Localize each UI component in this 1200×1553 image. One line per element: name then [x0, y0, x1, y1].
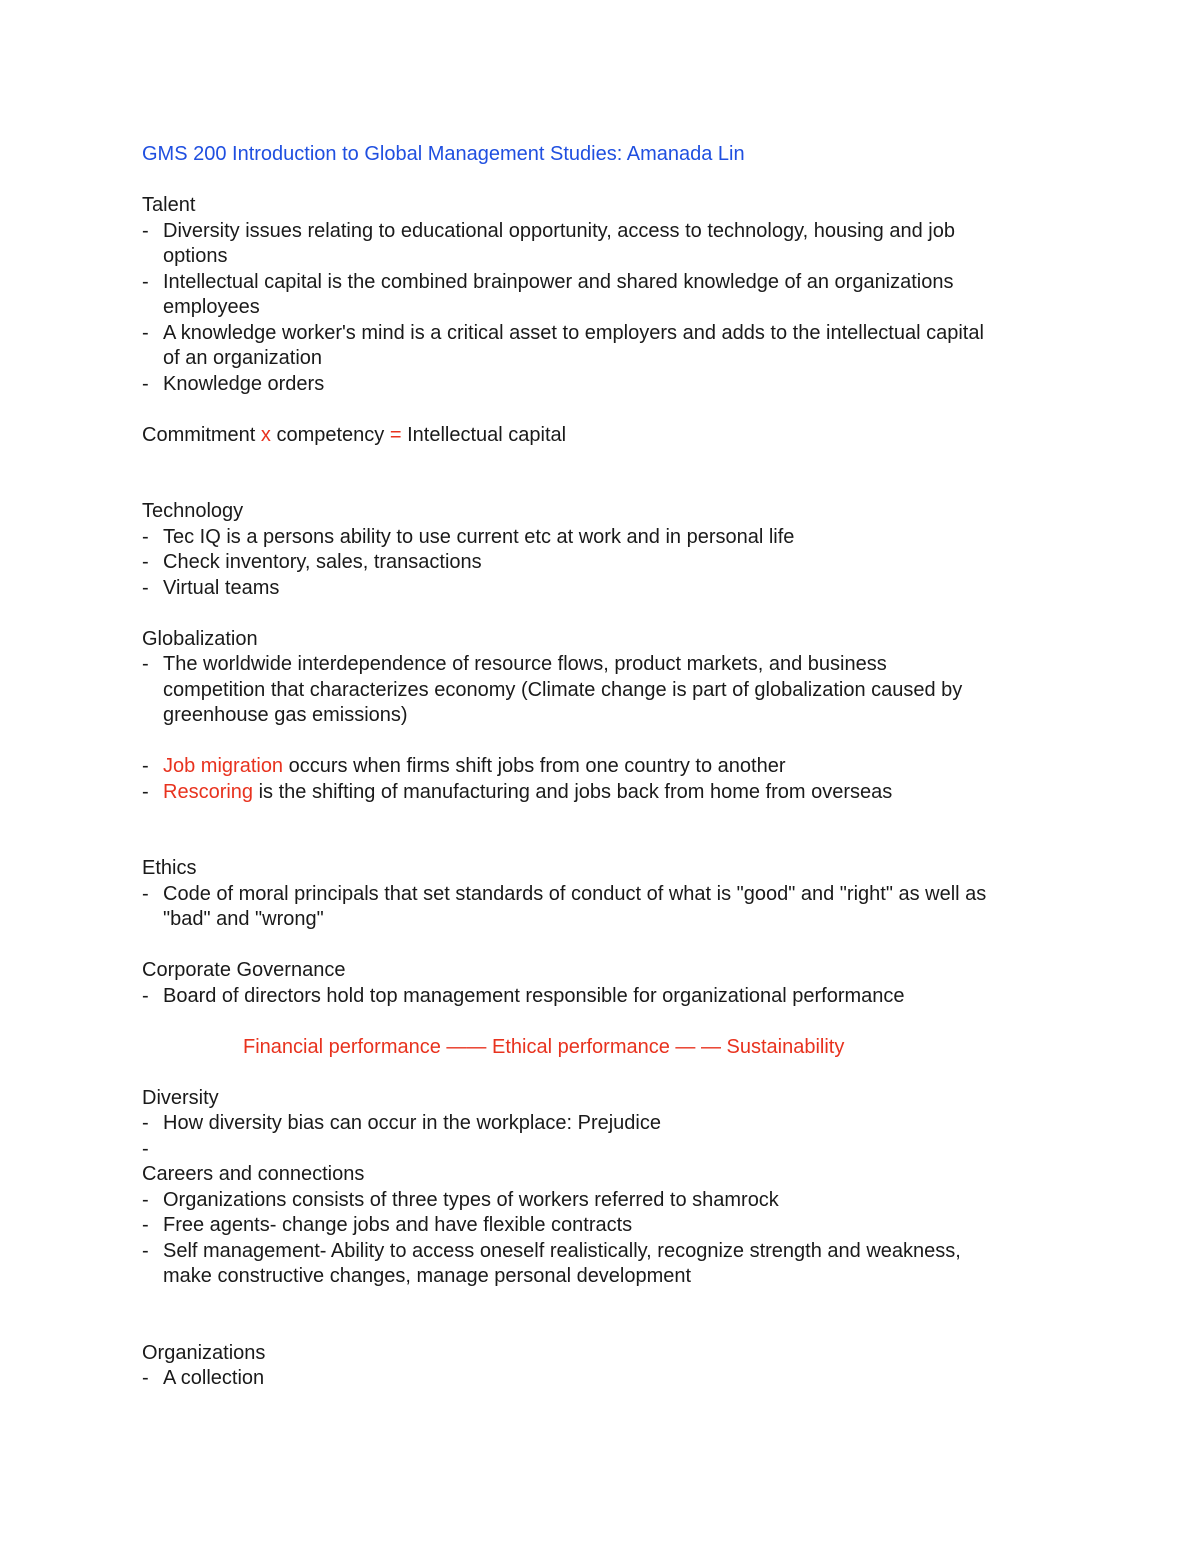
bullet-dash: - — [142, 576, 149, 599]
bullet-dash: - — [142, 219, 149, 242]
bullet-dash: - — [142, 780, 149, 803]
list-item: - Virtual teams — [142, 576, 1082, 602]
bullet-dash: - — [142, 1188, 149, 1211]
list-item: - Knowledge orders — [142, 372, 1082, 398]
list-item-continuation: competition that characterizes economy (Climate change is part of globalization caused by — [163, 678, 963, 701]
term-rescoring: Rescoring — [163, 780, 254, 803]
list-item: - Code of moral principals that set standards of conduct of what is "good" and "right" as well as — [142, 882, 1082, 908]
list-item: - The worldwide interdependence of resource flows, product markets, and business — [142, 652, 1082, 678]
list-item: - Self management- Ability to access oneself realistically, recognize strength and weakness, — [142, 1239, 1082, 1265]
document-title: GMS 200 Introduction to Global Management Studies: Amanada Lin — [142, 143, 745, 165]
bullet-dash: - — [142, 1137, 149, 1160]
list-item-continuation: greenhouse gas emissions) — [163, 704, 408, 726]
list-item: - Board of directors hold top management responsible for organizational performance — [142, 984, 1082, 1010]
term-job-migration: Job migration — [163, 755, 284, 777]
list-item: - Check inventory, sales, transactions — [142, 550, 1082, 576]
bullet-dash: - — [142, 984, 149, 1007]
performance-line: Financial performance —— Ethical performance — — Sustainability — [243, 1035, 845, 1058]
list-item: - A collection — [142, 1366, 1082, 1392]
bullet-dash: - — [142, 551, 149, 573]
bullet-dash: - — [142, 1112, 149, 1134]
list-item-continuation: make constructive changes, manage personal development — [163, 1265, 692, 1287]
list-item: - Intellectual capital is the combined brainpower and shared knowledge of an organizations — [142, 270, 1082, 296]
list-item-continuation: employees — [163, 296, 260, 318]
section-heading-governance: Corporate Governance — [142, 959, 346, 981]
list-item: - Organizations consists of three types of workers referred to shamrock — [142, 1188, 1082, 1214]
list-item: - A knowledge worker's mind is a critical asset to employers and adds to the intellectual capital — [142, 321, 1082, 347]
section-heading-diversity: Diversity — [142, 1086, 219, 1109]
bullet-dash: - — [142, 882, 149, 905]
list-item-continuation: options — [163, 245, 228, 267]
list-item-continuation: "bad" and "wrong" — [163, 908, 324, 930]
bullet-dash: - — [142, 1367, 149, 1389]
bullet-dash: - — [142, 525, 149, 548]
bullet-dash: - — [142, 270, 149, 293]
document-page — [142, 142, 1082, 1392]
formula-line: Commitment x competency = Intellectual capital — [142, 423, 567, 446]
list-item: - How diversity bias can occur in the workplace: Prejudice — [142, 1111, 1082, 1137]
list-item: - Free agents- change jobs and have flexible contracts — [142, 1213, 1082, 1239]
section-heading-careers: Careers and connections — [142, 1163, 365, 1185]
section-heading-talent: Talent — [142, 194, 196, 216]
bullet-dash: - — [142, 372, 149, 395]
list-item: - Tec IQ is a persons ability to use current etc at work and in personal life — [142, 525, 1082, 551]
list-item: - Rescoring is the shifting of manufacturing and jobs back from home from overseas — [142, 780, 1082, 806]
section-heading-technology: Technology — [142, 500, 244, 522]
list-item-empty — [142, 1137, 1082, 1163]
bullet-dash: - — [142, 755, 149, 777]
list-item-continuation: of an organization — [163, 347, 323, 369]
section-heading-organizations: Organizations — [142, 1341, 266, 1364]
section-heading-ethics: Ethics — [142, 857, 197, 879]
bullet-dash: - — [142, 653, 149, 675]
bullet-dash: - — [142, 321, 149, 344]
section-heading-globalization: Globalization — [142, 627, 258, 650]
bullet-dash: - — [142, 1214, 149, 1236]
multiply-operator: x — [260, 423, 271, 446]
list-item: - Job migration occurs when firms shift jobs from one country to another — [142, 754, 1082, 780]
equals-operator: = — [389, 423, 402, 446]
list-item: - Diversity issues relating to educational opportunity, access to technology, housing and job — [142, 219, 1082, 245]
bullet-dash: - — [142, 1239, 149, 1262]
